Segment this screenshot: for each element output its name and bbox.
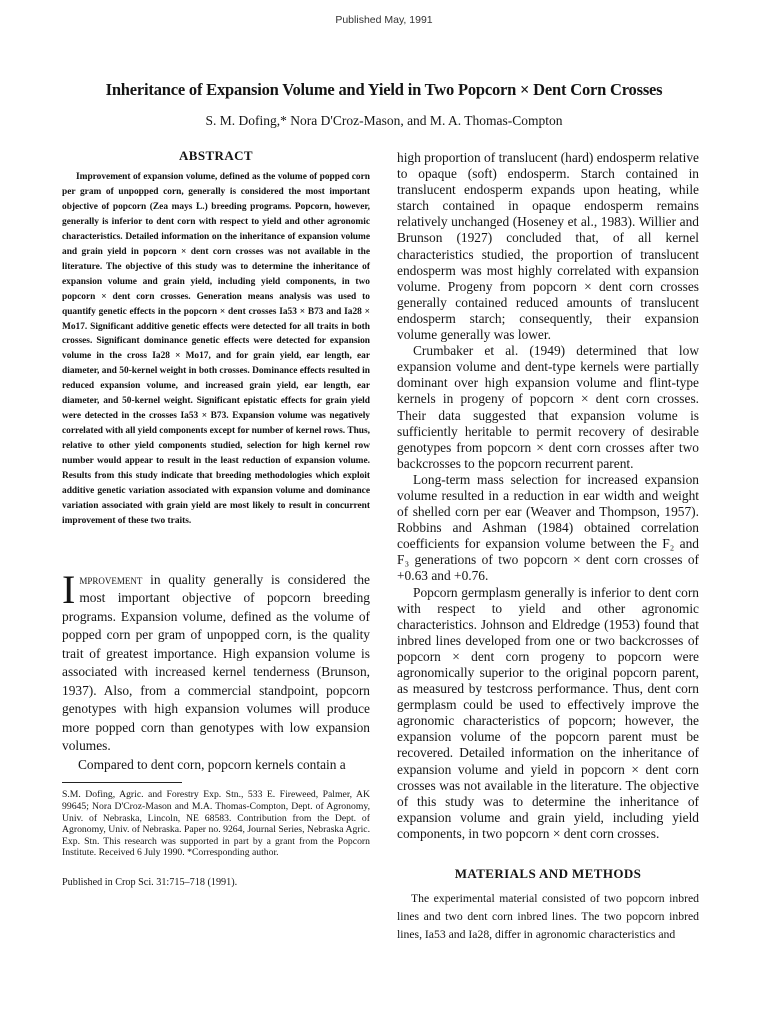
right-column <box>397 150 699 955</box>
publication-date: Published May, 1991 <box>335 14 433 26</box>
body-paragraph: Popcorn germplasm generally is inferior to dent corn with respect to yield and other agronomic characteristics. Johnson and Eldredge (1953) found that inbred lines developed from one or two backcrosses of popcorn × dent corn progeny to popcorn were agronomically superior to the original popcorn parent, as measured by testcross performance. Thus, dent corn germplasm could be used to effectively improve the agronomic characteristics of popcorn; however, the expansion volume of the popcorn parent must be recovered. Detailed information on the inheritance of expansion volume and yield in popcorn × dent corn crosses was not available in the literature. The objective of this study was to determine the inheritance of expansion volume and grain yield, including yield components, in two popcorn × dent corn crosses. <box>397 584 699 841</box>
intro-paragraph-2: Compared to dent corn, popcorn kernels contain a <box>78 756 346 772</box>
methods-heading: MATERIALS AND METHODS <box>454 866 642 882</box>
citation-line: Published in Crop Sci. 31:715–718 (1991). <box>62 876 238 888</box>
author-list: S. M. Dofing,* Nora D'Croz-Mason, and M. A. Thomas-Compton <box>205 113 563 128</box>
drop-cap: I <box>62 566 76 612</box>
author-footnote: S.M. Dofing, Agric. and Forestry Exp. Stn., 533 E. Fireweed, Palmer, AK 99645; Nora D'Croz-Mason and M.A. Thomas-Compton, Dept. of Agronomy, Univ. of Nebraska, Lincoln, NE 68583. Contribution from the Dept. of Agronomy, Univ. of Nebraska. Paper no. 9264, Journal Series, Nebraska Agric. Exp. Stn. This research was supported in part by a grant from the Popcorn Institute. Received 6 July 1990. *Corresponding author. <box>62 789 370 859</box>
intro-paragraph <box>62 566 370 756</box>
body-paragraph: high proportion of translucent (hard) endosperm relative to opaque (soft) endosperm. Starch contained in translucent endosperm expands upon heating, while starch contained in opaque endosperm remains relatively unchanged (Hoseney et al., 1983). Willier and Brunson (1927) concluded that, of all kernel characteristics studied, the proportion of translucent endosperm was most highly correlated with expansion volume. Progeny from popcorn × dent corn crosses generally contained reduced amounts of translucent endosperm starch; consequently, their expansion volume generally was lower. <box>397 150 699 343</box>
intro-text: in quality generally is considered the most important objective of popcorn breeding programs. Expansion volume, defined as the volume of popped corn per gram of unpopped corn, is the quality trait of greatest importance. High expansion volume is associated with increased kernel tenderness (Brunson, 1937). Also, from a commercial standpoint, popcorn genotypes with high expansion volumes will produce more popped corn than genotypes with low expansion volumes. <box>62 571 370 754</box>
body-paragraph: Crumbaker et al. (1949) determined that low expansion volume and dent-type kernels were partially dominant over high expansion volume and flint-type kernels in progeny of popcorn × dent corn crosses. Their data suggested that expansion volume is sufficiently heritable to permit recovery of desirable genotypes from popcorn × dent corn crosses after two backcrosses to the popcorn recurrent parent. <box>397 343 699 471</box>
methods-text: The experimental material consisted of two popcorn inbred lines and two dent corn inbred lines. The two popcorn inbred lines, Ia53 and Ia28, differ in agronomic characteristics and <box>397 892 699 941</box>
body-paragraph: Long-term mass selection for increased expansion volume resulted in a reduction in ear width and weight of shelled corn per ear (Weaver and Thompson, 1957). Robbins and Ashman (1984) obtained correlation coefficients for expansion volume between the F₂ and F₃ generations of two popcorn × dent corn crosses of +0.63 and +0.76. <box>397 471 699 584</box>
left-column <box>62 148 370 888</box>
right-column-body <box>397 150 699 842</box>
footnote-rule <box>62 782 182 783</box>
intro-lead-word: mprovement <box>79 571 143 587</box>
introduction <box>62 566 370 775</box>
abstract-text: Improvement of expansion volume, defined as the volume of popped corn per gram of unpopped corn, generally is considered the most important objective of popcorn (Zea mays L.) breeding programs. Popcorn, however, generally is inferior to dent corn with respect to yield and other agronomic characteristics. Detailed information on the inheritance of expansion volume and grain yield in popcorn × dent corn crosses was not available in the literature. The objective of this study was to determine the inheritance of expansion volume and grain yield, including yield components, in two popcorn × dent corn crosses. Generation means analysis was used to quantify genetic effects in the popcorn × dent crosses Ia53 × B73 and Ia28 × Mo17. Significant additive genetic effects were detected for all traits in both crosses. Significant dominance genetic effects were detected for expansion volume in the cross Ia28 × Mo17, and for grain yield, ear length, ear diameter, and 50-kernel weight in both crosses. Dominance effects resulted in reduced expansion volume, and increased grain yield, ear length, ear diameter, and 50-kernel weight. Significant epistatic effects for grain yield were detected in the crosses Ia53 × B73. Expansion volume was negatively correlated with all yield components except for number of kernel rows. Thus, relative to other yield components studied, selection for high kernel row number would appear to result in the least reduction of expansion volume. Results from this study indicate that breeding methodologies which exploit additive genetic variation associated with expansion volume and dominance variation associated with grain yield are most likely to result in concurrent improvement of these two traits. <box>62 172 370 526</box>
paper-title: Inheritance of Expansion Volume and Yield in Two Popcorn × Dent Corn Crosses <box>105 80 663 99</box>
abstract-heading: ABSTRACT <box>179 148 253 163</box>
